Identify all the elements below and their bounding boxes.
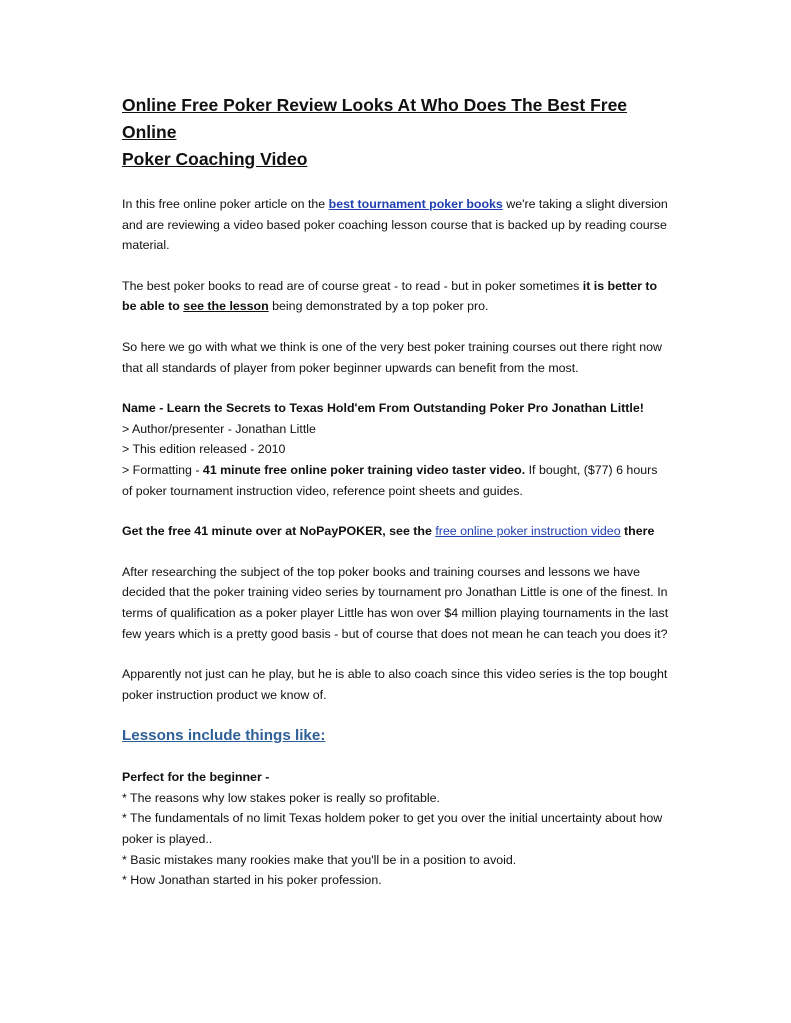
course-format-label: > Formatting - (122, 462, 203, 477)
beginner-heading: Perfect for the beginner - (122, 770, 270, 785)
article-title (122, 92, 671, 173)
books-bold-text: it is better to be able to (122, 278, 658, 314)
coach-paragraph: Apparently not just can he play, but he is able to also coach since this video series is the top bought poker instruction product we know of. (122, 667, 668, 702)
course-edition: > This edition released - 2010 (122, 442, 286, 457)
best-tournament-poker-books-link[interactable]: best tournament poker books (328, 197, 503, 211)
books-paragraph (122, 276, 671, 317)
get-free-paragraph (122, 521, 671, 542)
course-format-bold: 41 minute free online poker training video taster video. (202, 462, 526, 477)
list-item: * Basic mistakes many rookies make that you'll be in a position to avoid. (122, 852, 517, 867)
research-paragraph: After researching the subject of the top poker books and training courses and lessons we have decided that the poker training video series by tournament pro Jonathan Little is one of the finest. In terms of qualification as a poker player Little has won over $4 million playing tournaments in the last few years which is a pretty good basis - but of course that does not mean he can teach you does it? (122, 564, 669, 641)
see-the-lesson-text: see the lesson (183, 299, 269, 314)
course-name: Name - Learn the Secrets to Texas Hold'em From Outstanding Poker Pro Jonathan Little! (122, 401, 644, 416)
beginner-list (122, 767, 671, 891)
course-details (122, 398, 671, 501)
books-text-after: being demonstrated by a top poker pro. (268, 299, 489, 314)
get-free-text-after: there (620, 524, 655, 539)
title-line-2: Poker Coaching Video (122, 149, 308, 169)
free-online-poker-instruction-video-link[interactable]: free online poker instruction video (435, 524, 621, 539)
course-format-after: If bought, ($77) 6 hours of poker tournament instruction video, reference point sheets and guides. (122, 462, 658, 498)
books-text-before: The best poker books to read are of course great - to read - but in poker sometimes (122, 278, 583, 293)
list-item: * The fundamentals of no limit Texas holdem poker to get you over the initial uncertainty about how poker is played.. (122, 811, 663, 847)
intro-paragraph (122, 194, 671, 256)
intro-text-before: In this free online poker article on the (122, 197, 329, 211)
list-item: * The reasons why low stakes poker is really so profitable. (122, 790, 440, 805)
lessons-heading: Lessons include things like: (122, 727, 326, 745)
intro-text-after: we're taking a slight diversion and are reviewing a video based poker coaching lesson course that is backed up by reading course material. (122, 197, 668, 253)
course-author: > Author/presenter - Jonathan Little (122, 421, 316, 436)
get-free-text-before: Get the free 41 minute over at NoPayPOKER, see the (122, 524, 436, 539)
title-line-1: Online Free Poker Review Looks At Who Does The Best Free Online (122, 95, 628, 142)
list-item: * How Jonathan started in his poker profession. (122, 873, 382, 888)
course-paragraph: So here we go with what we think is one of the very best poker training courses out there right now that all standards of player from poker beginner upwards can benefit from the most. (122, 339, 662, 375)
